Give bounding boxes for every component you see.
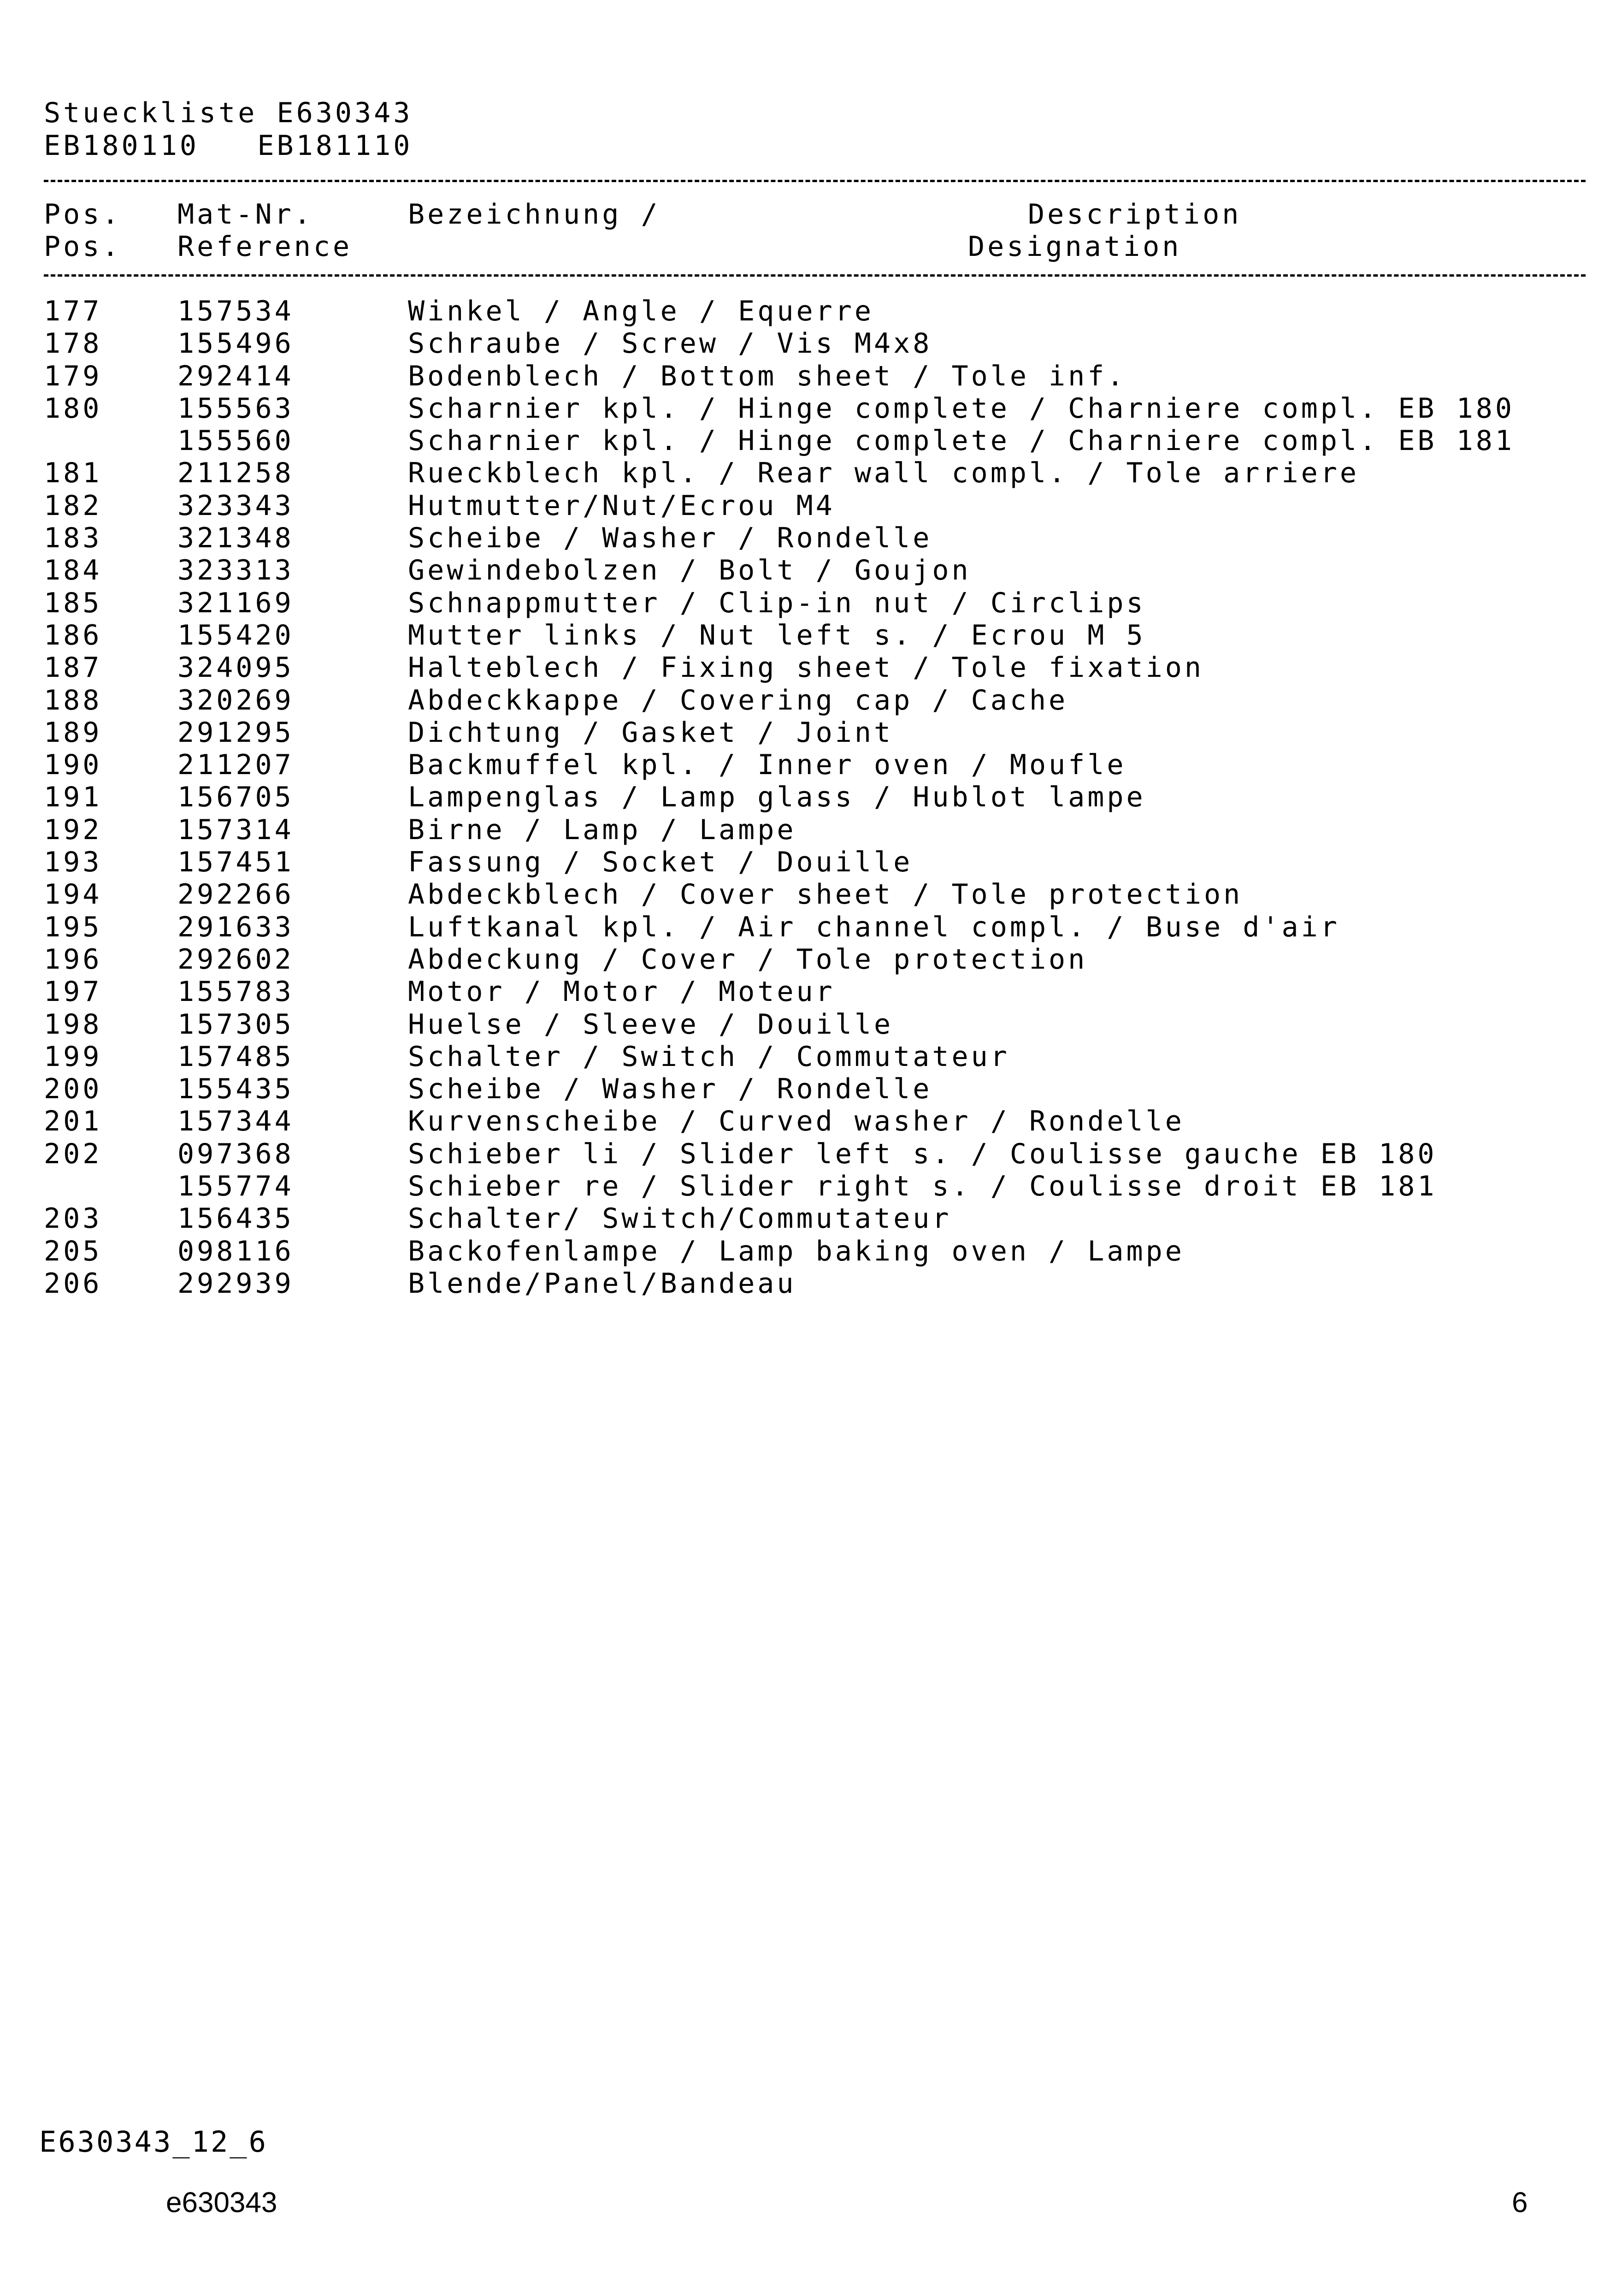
row-pos: 182 [44,489,102,522]
row-description: Winkel / Angle / Equerre [408,295,874,327]
row-pos: 206 [44,1267,102,1300]
row-pos: 198 [44,1008,102,1041]
row-description: Scharnier kpl. / Hinge complete / Charniere compl. EB 181 [408,425,1515,457]
row-pos: 189 [44,716,102,749]
row-mat-nr: 155563 [177,392,294,425]
row-mat-nr: 157314 [177,813,294,846]
header-description: Description [1028,198,1242,231]
header-pos-fr: Pos. [44,231,122,263]
row-description: Motor / Motor / Moteur [408,976,835,1008]
row-pos: 199 [44,1040,102,1073]
row-mat-nr: 323343 [177,489,294,522]
row-mat-nr: 155496 [177,327,294,360]
model-numbers: EB180110 EB181110 [44,130,413,162]
row-description: Hutmutter/Nut/Ecrou M4 [408,489,835,522]
row-pos: 178 [44,327,102,360]
row-mat-nr: 156705 [177,781,294,814]
separator-top [44,180,1586,182]
table-row [0,1267,1616,1300]
row-description: Halteblech / Fixing sheet / Tole fixation [408,651,1204,684]
row-description: Fassung / Socket / Douille [408,846,913,879]
row-mat-nr: 157344 [177,1105,294,1138]
table-row [0,781,1616,813]
row-description: Schieber re / Slider right s. / Coulisse droit EB 181 [408,1170,1437,1203]
row-description: Schnappmutter / Clip-in nut / Circlips [408,586,1146,619]
row-mat-nr: 324095 [177,651,294,684]
table-row [0,554,1616,586]
row-mat-nr: 211258 [177,457,294,490]
row-description: Scharnier kpl. / Hinge complete / Charniere compl. EB 180 [408,392,1515,425]
row-description: Schalter/ Switch/Commutateur [408,1202,952,1235]
table-row [0,651,1616,684]
row-pos: 191 [44,781,102,814]
table-row [0,1041,1616,1073]
parts-table [0,295,1616,1300]
footer-document-id: e630343 [166,2187,277,2219]
row-pos: 194 [44,878,102,911]
table-row [0,1008,1616,1041]
row-description: Bodenblech / Bottom sheet / Tole inf. [408,360,1126,392]
row-pos: 195 [44,911,102,943]
row-pos: 197 [44,976,102,1008]
table-row [0,1073,1616,1105]
row-pos: 181 [44,457,102,490]
row-mat-nr: 155774 [177,1170,294,1203]
table-row [0,1170,1616,1202]
table-row [0,1202,1616,1235]
row-description: Dichtung / Gasket / Joint [408,716,894,749]
row-mat-nr: 155560 [177,425,294,457]
row-pos: 185 [44,586,102,619]
row-mat-nr: 155783 [177,976,294,1008]
row-description: Schraube / Screw / Vis M4x8 [408,327,932,360]
row-mat-nr: 156435 [177,1202,294,1235]
row-description: Scheibe / Washer / Rondelle [408,522,932,555]
row-mat-nr: 211207 [177,749,294,781]
table-row [0,684,1616,716]
row-mat-nr: 155435 [177,1073,294,1106]
table-row [0,814,1616,846]
row-description: Backmuffel kpl. / Inner oven / Moufle [408,749,1126,781]
footer-code: E630343_12_6 [39,2125,268,2159]
table-row [0,1235,1616,1267]
row-mat-nr: 097368 [177,1137,294,1170]
table-row [0,911,1616,943]
row-mat-nr: 323313 [177,554,294,587]
row-mat-nr: 292602 [177,943,294,976]
table-row [0,457,1616,489]
header-pos: Pos. [44,198,122,231]
row-mat-nr: 291295 [177,716,294,749]
row-pos: 201 [44,1105,102,1138]
row-mat-nr: 320269 [177,684,294,716]
table-row [0,716,1616,749]
row-mat-nr: 098116 [177,1235,294,1267]
table-row [0,360,1616,392]
table-row [0,878,1616,911]
row-pos: 205 [44,1235,102,1267]
row-mat-nr: 157305 [177,1008,294,1041]
header-bezeichnung: Bezeichnung / [408,198,661,231]
table-row [0,295,1616,327]
row-description: Abdeckung / Cover / Tole protection [408,943,1088,976]
row-pos: 203 [44,1202,102,1235]
table-row [0,619,1616,651]
row-description: Blende/Panel/Bandeau [408,1267,796,1300]
row-description: Scheibe / Washer / Rondelle [408,1073,932,1106]
row-pos: 187 [44,651,102,684]
header-designation: Designation [968,231,1182,263]
table-row [0,749,1616,781]
row-mat-nr: 157534 [177,295,294,327]
row-pos: 200 [44,1073,102,1106]
row-pos: 190 [44,749,102,781]
row-description: Schieber li / Slider left s. / Coulisse gauche EB 180 [408,1137,1437,1170]
table-row [0,1138,1616,1170]
row-pos: 188 [44,684,102,716]
row-description: Birne / Lamp / Lampe [408,813,796,846]
row-pos: 183 [44,522,102,555]
row-mat-nr: 157451 [177,846,294,879]
table-row [0,976,1616,1008]
row-mat-nr: 155420 [177,619,294,651]
row-mat-nr: 321348 [177,522,294,555]
row-pos: 180 [44,392,102,425]
header-reference: Reference [177,231,353,263]
row-pos: 193 [44,846,102,879]
row-description: Lampenglas / Lamp glass / Hublot lampe [408,781,1146,814]
row-description: Schalter / Switch / Commutateur [408,1040,1010,1073]
document-title: Stueckliste E630343 [44,97,413,129]
row-mat-nr: 291633 [177,911,294,943]
table-row [0,943,1616,976]
row-mat-nr: 321169 [177,586,294,619]
table-row [0,490,1616,522]
row-mat-nr: 292939 [177,1267,294,1300]
table-row [0,1105,1616,1137]
row-description: Gewindebolzen / Bolt / Goujon [408,554,971,587]
table-row [0,522,1616,554]
row-description: Luftkanal kpl. / Air channel compl. / Buse d'air [408,911,1340,943]
row-mat-nr: 292414 [177,360,294,392]
row-description: Huelse / Sleeve / Douille [408,1008,894,1041]
row-mat-nr: 157485 [177,1040,294,1073]
row-description: Abdeckblech / Cover sheet / Tole protection [408,878,1243,911]
page-number: 6 [1512,2187,1528,2219]
table-row [0,392,1616,425]
header-mat-nr: Mat-Nr. [177,198,313,231]
row-mat-nr: 292266 [177,878,294,911]
table-row [0,587,1616,619]
row-pos: 196 [44,943,102,976]
table-row [0,846,1616,878]
table-row [0,425,1616,457]
row-pos: 177 [44,295,102,327]
row-pos: 192 [44,813,102,846]
row-pos: 202 [44,1137,102,1170]
row-pos: 186 [44,619,102,651]
row-description: Kurvenscheibe / Curved washer / Rondelle [408,1105,1185,1138]
row-pos: 179 [44,360,102,392]
table-row [0,327,1616,360]
row-description: Mutter links / Nut left s. / Ecrou M 5 [408,619,1146,651]
row-pos: 184 [44,554,102,587]
row-description: Abdeckkappe / Covering cap / Cache [408,684,1068,716]
row-description: Backofenlampe / Lamp baking oven / Lampe [408,1235,1185,1267]
row-description: Rueckblech kpl. / Rear wall compl. / Tole arriere [408,457,1360,490]
separator-header [44,274,1586,277]
